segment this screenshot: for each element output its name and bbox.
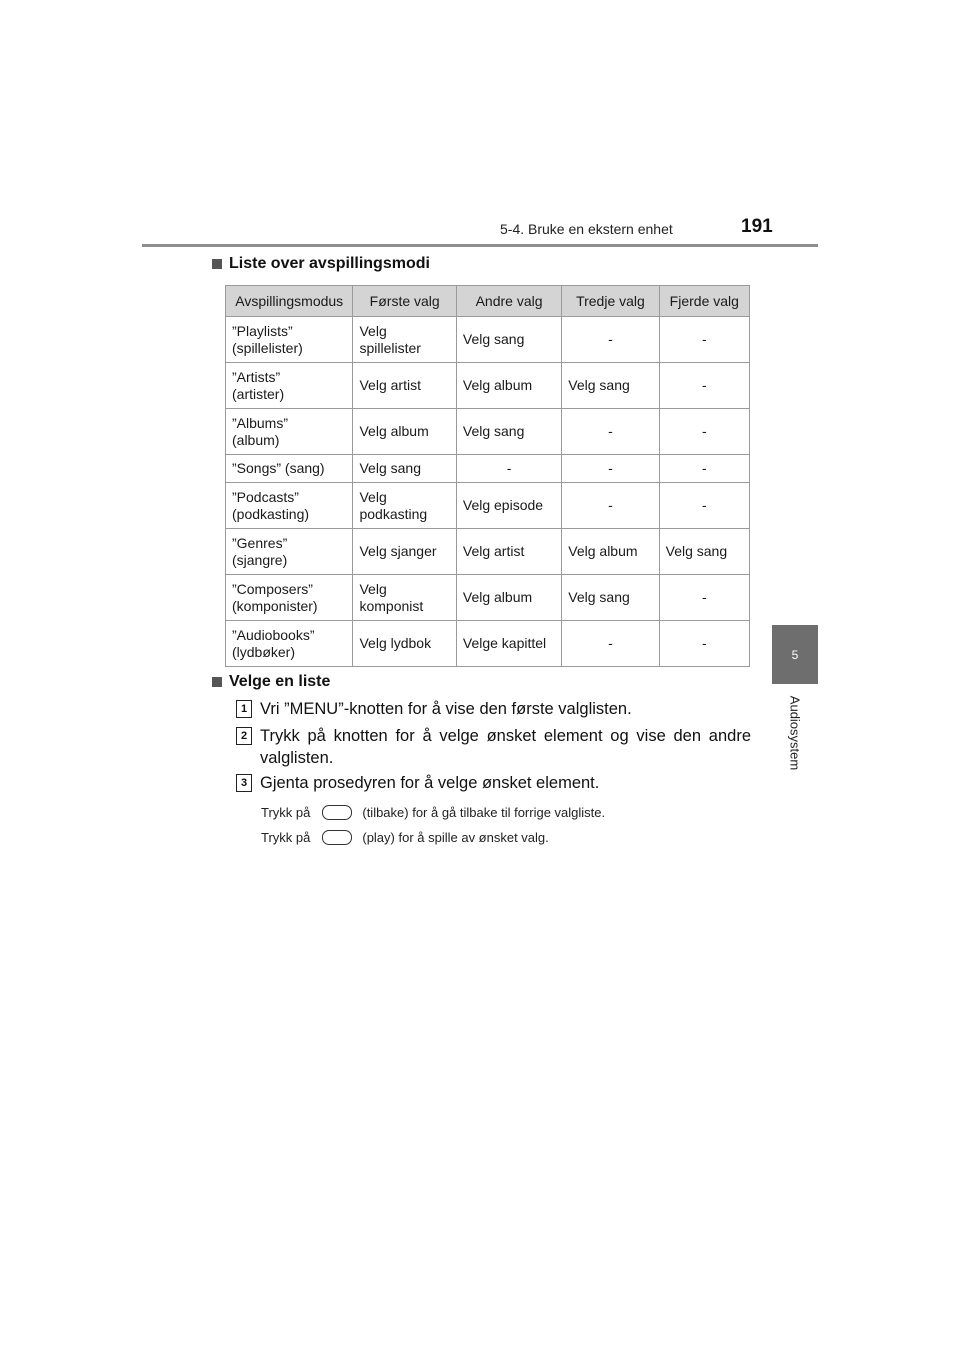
- section-heading-select-list: [212, 673, 330, 691]
- table-cell: Velg podkasting: [353, 483, 456, 529]
- step-text: Vri ”MENU”-knotten for å vise den første valglisten.: [260, 700, 632, 718]
- column-header: Første valg: [353, 286, 456, 317]
- table-cell: -: [659, 455, 749, 483]
- table-cell: Velg lydbok: [353, 621, 456, 667]
- note-prefix: Trykk på: [261, 830, 311, 845]
- table-row: [226, 483, 750, 529]
- section-heading-text: Velge en liste: [229, 673, 331, 690]
- table-cell: Velg sjanger: [353, 529, 456, 575]
- table-cell: -: [659, 409, 749, 455]
- table-cell: -: [562, 409, 659, 455]
- column-header: Tredje valg: [562, 286, 659, 317]
- table-cell: Velg episode: [456, 483, 561, 529]
- table-cell: ”Songs” (sang): [226, 455, 353, 483]
- table-cell: ”Artists” (artister): [226, 363, 353, 409]
- procedure-step: [236, 698, 751, 720]
- section-heading-text: Liste over avspillingsmodi: [229, 255, 430, 272]
- note-play-button: [261, 830, 549, 845]
- procedure-step: [236, 772, 751, 794]
- note-suffix: (play) for å spille av ønsket valg.: [362, 830, 549, 845]
- table-cell: -: [562, 621, 659, 667]
- table-cell: ”Playlists” (spillelister): [226, 317, 353, 363]
- table-row: [226, 317, 750, 363]
- column-header: Andre valg: [456, 286, 561, 317]
- bullet-square-icon: [212, 677, 222, 687]
- table-cell: ”Albums” (album): [226, 409, 353, 455]
- table-cell: -: [659, 621, 749, 667]
- table-cell: Velg artist: [456, 529, 561, 575]
- table-cell: Velg album: [456, 363, 561, 409]
- table-cell: -: [659, 363, 749, 409]
- playback-modes-table: [225, 285, 750, 667]
- procedure-step: [236, 725, 751, 769]
- table-cell: Velg sang: [562, 363, 659, 409]
- play-button-icon: [322, 830, 352, 845]
- table-row: [226, 529, 750, 575]
- table-cell: Velg artist: [353, 363, 456, 409]
- table-cell: -: [562, 455, 659, 483]
- table-cell: ”Podcasts” (podkasting): [226, 483, 353, 529]
- table-row: [226, 363, 750, 409]
- page-section-title: 5-4. Bruke en ekstern enhet: [500, 221, 673, 237]
- column-header: Fjerde valg: [659, 286, 749, 317]
- table-cell: -: [659, 483, 749, 529]
- table-cell: Velge kapittel: [456, 621, 561, 667]
- section-heading-playback-modes: [212, 255, 430, 273]
- table-header-row: [226, 286, 750, 317]
- chapter-tab: [772, 625, 818, 684]
- step-text: Gjenta prosedyren for å velge ønsket element.: [260, 774, 600, 792]
- step-number-badge: 3: [236, 774, 252, 792]
- note-suffix: (tilbake) for å gå tilbake til forrige valgliste.: [362, 805, 606, 820]
- table-row: [226, 621, 750, 667]
- column-header: Avspillingsmodus: [226, 286, 353, 317]
- table-row: [226, 575, 750, 621]
- back-button-icon: [322, 805, 352, 820]
- step-text: Trykk på knotten for å velge ønsket element og vise den andre valglisten.: [260, 727, 751, 767]
- table-cell: ”Audiobooks” (lydbøker): [226, 621, 353, 667]
- table-cell: -: [659, 575, 749, 621]
- table-cell: -: [562, 317, 659, 363]
- table-cell: Velg spillelister: [353, 317, 456, 363]
- table-cell: ”Composers” (komponister): [226, 575, 353, 621]
- table-cell: Velg sang: [353, 455, 456, 483]
- table-cell: -: [456, 455, 561, 483]
- bullet-square-icon: [212, 259, 222, 269]
- table-cell: Velg sang: [659, 529, 749, 575]
- page-number: 191: [741, 216, 773, 237]
- table-cell: Velg sang: [562, 575, 659, 621]
- chapter-title: Audiosystem: [787, 695, 803, 771]
- table-cell: -: [659, 317, 749, 363]
- table-cell: Velg sang: [456, 409, 561, 455]
- step-number-badge: 1: [236, 700, 252, 718]
- table-cell: -: [562, 483, 659, 529]
- table-cell: Velg komponist: [353, 575, 456, 621]
- table-cell: Velg sang: [456, 317, 561, 363]
- note-back-button: [261, 805, 605, 820]
- header-rule: [142, 244, 818, 247]
- table-cell: Velg album: [562, 529, 659, 575]
- table-row: [226, 455, 750, 483]
- step-number-badge: 2: [236, 727, 252, 745]
- note-prefix: Trykk på: [261, 805, 311, 820]
- table-cell: Velg album: [353, 409, 456, 455]
- chapter-number: 5: [791, 647, 799, 662]
- table-row: [226, 409, 750, 455]
- table-cell: ”Genres” (sjangre): [226, 529, 353, 575]
- chapter-tab-label: [780, 690, 810, 776]
- table-cell: Velg album: [456, 575, 561, 621]
